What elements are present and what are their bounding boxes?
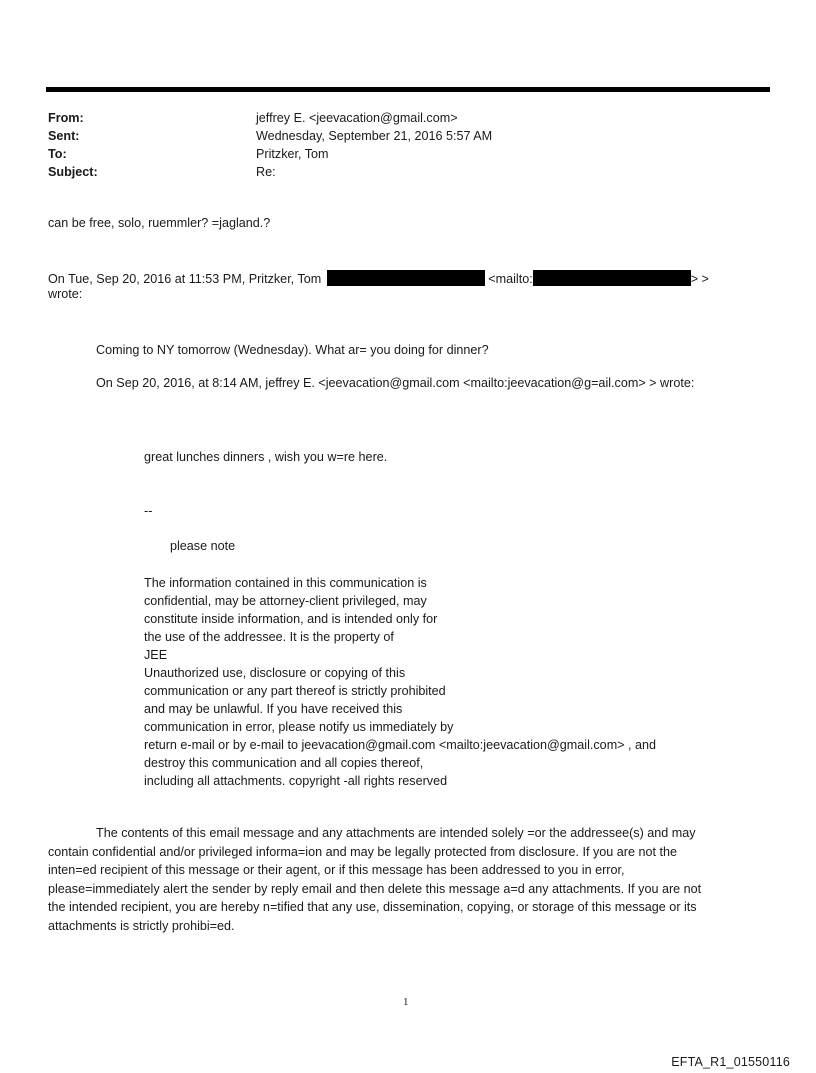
from-value: jeffrey E. <jeevacation@gmail.com>	[256, 111, 458, 125]
email-header	[48, 109, 492, 181]
disclaimer-line: communication or any part thereof is strictly prohibited	[144, 684, 446, 698]
from-label: From:	[48, 111, 84, 125]
disclaimer-line: confidential, may be attorney-client privileged, may	[144, 594, 427, 608]
signature-dashes: --	[144, 504, 153, 518]
footer-line: The contents of this email message and any attachments are intended solely =or the addressee(s) and may	[96, 826, 696, 840]
page-number: 1	[403, 996, 409, 1008]
footer-line: inten=ed recipient of this message or their agent, or if this message has been addressed to you in error,	[48, 863, 625, 878]
disclaimer-line: return e-mail or by e-mail to jeevacation@gmail.com <mailto:jeevacation@gmail.com> , and	[144, 738, 657, 752]
quote2-header: On Sep 20, 2016, at 8:14 AM, jeffrey E. <jeevacation@gmail.com <mailto:jeevacation@g=ail.com> > wrote:	[96, 376, 695, 390]
footer-line: attachments is strictly prohibi=ed.	[48, 918, 235, 933]
quote1-mailto: <mailto:	[488, 272, 533, 286]
quote3-text: great lunches dinners , wish you w=re here.	[144, 450, 388, 464]
document-stamp: EFTA_R1_01550116	[671, 1055, 790, 1069]
footer-line: contain confidential and/or privileged informa=ion and may be legally protected from disclosure. If you are not the	[48, 844, 677, 859]
sent-label: Sent:	[48, 129, 80, 143]
footer-line: please=immediately alert the sender by reply email and then delete this message a=d any attachments. If you are not	[48, 881, 702, 896]
subject-label: Subject:	[48, 165, 98, 179]
quote1-wrote: wrote:	[48, 287, 83, 301]
quote2-text: Coming to NY tomorrow (Wednesday). What ar= you doing for dinner?	[96, 343, 489, 357]
footer-line: the intended recipient, you are hereby n=tified that any use, dissemination, copying, or storage of this message or its	[48, 900, 697, 915]
sent-row	[48, 127, 492, 145]
disclaimer-line: JEE	[144, 648, 168, 662]
redaction-box	[327, 270, 485, 286]
disclaimer-block	[144, 574, 656, 790]
please-note: please note	[170, 539, 236, 553]
footer-disclaimer	[48, 824, 768, 936]
subject-row	[48, 163, 492, 181]
disclaimer-line: including all attachments. copyright -all rights reserved	[144, 774, 448, 788]
quote1-header	[48, 270, 709, 286]
sent-value: Wednesday, September 21, 2016 5:57 AM	[256, 129, 493, 143]
disclaimer-line: and may be unlawful. If you have received this	[144, 702, 403, 716]
header-rule	[46, 87, 770, 92]
disclaimer-line: Unauthorized use, disclosure or copying of this	[144, 666, 406, 680]
to-row	[48, 145, 492, 163]
from-row	[48, 109, 492, 127]
disclaimer-line: communication in error, please notify us immediately by	[144, 720, 454, 734]
quote1-suffix: > >	[690, 272, 709, 286]
to-label: To:	[48, 147, 67, 161]
disclaimer-line: The information contained in this communication is	[144, 576, 427, 590]
to-value: Pritzker, Tom	[256, 147, 329, 161]
redaction-box	[533, 270, 691, 286]
disclaimer-line: constitute inside information, and is intended only for	[144, 612, 438, 626]
disclaimer-line: the use of the addressee. It is the property of	[144, 630, 394, 644]
subject-value: Re:	[256, 165, 276, 179]
reply-text: can be free, solo, ruemmler? =jagland.?	[48, 216, 271, 230]
quote1-prefix: On Tue, Sep 20, 2016 at 11:53 PM, Pritzker, Tom	[48, 272, 322, 286]
disclaimer-line: destroy this communication and all copies thereof,	[144, 756, 424, 770]
